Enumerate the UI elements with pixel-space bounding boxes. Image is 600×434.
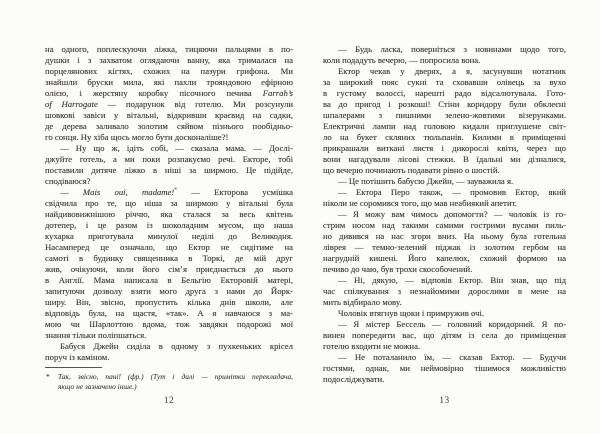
text-line: of Harrogate — подарунок від готелю. Ми розсунули (45, 99, 293, 109)
text-line: мою чи Шарлоттою вдома, тож завдяки подорожі мої (45, 319, 293, 329)
text-line: ширу. Він, звісно, пропустить кілька днів школи, але (45, 297, 293, 307)
text-line: ло на букет скляних тюльпанів. Килими в приміщенні (323, 132, 566, 142)
text-line: свідчила про те, що ніша за ширмою у вітальні була (45, 198, 293, 208)
text-line: вони нагадували лісові стежки. В їдальні ми дізналися, (323, 154, 566, 164)
text-line: — Не поталанило їм, — сказав Ектор. — Будучи (338, 352, 566, 362)
text-line: поставили дитяче ліжко в ніші за ширмою. Це підійде, (45, 165, 293, 175)
text-line: но дивився на нас згори вниз. На ньому була готельна (323, 231, 566, 241)
text-line: на одного, поплескуючи ліжка, тицяючи пальцями в по- (45, 44, 293, 54)
footnote (45, 367, 293, 392)
text-line: подосліджувати. (323, 374, 385, 384)
text-line: — Я можу вам чимось допомогти? — чоловік із го- (338, 209, 566, 219)
text-line: знайшли бруски мила, які пахли трояндовою ефірною (45, 77, 293, 87)
text-line: за широкий пояс сукні та сховавши олівець за вухо (323, 77, 566, 87)
footnote-rule (45, 367, 102, 368)
text-line: Насамперед це означало, що Ектор не сидітиме на (45, 242, 293, 252)
text-line: відповідь була, на щастя, «так». А я навчаюся з ма- (45, 308, 293, 318)
text-line: — Це потішить бабусю Джейн, — зауважила я. (338, 176, 514, 186)
text-line: ніколи не соромився того, що мав неабиякий апетит. (323, 198, 517, 208)
page-right (300, 0, 600, 434)
text-line: Бабуся Джейн сиділа в одному з пухкеньких крісел (60, 341, 293, 351)
page-number-right: 13 (439, 396, 450, 406)
text-line: — Я містер Бессель — головний коридорний. Я по- (338, 319, 566, 329)
text-line: запитуючи дозволу взяти мого друга з нами до Йорк- (45, 286, 293, 296)
text-line: винен попередити вас, що дітям із села до приміщення (323, 330, 566, 340)
text-line: коли подадуть вечерю, — попросила вона. (323, 55, 481, 65)
text-line: печиво до чаю, був трохи скособочений. (323, 264, 473, 274)
text-line: час спілкування з незнайомими дорослими в мене на (323, 286, 566, 296)
text-line: шовкові завіси у вітальні, відкривши краєвид на садки, (45, 110, 293, 120)
text-line: Чоловік втягнув щоки і примружив очі. (338, 308, 485, 318)
text-line: ліврея — темно-зелений піджак із золотим гербом на (323, 242, 566, 252)
text-line: — Будь ласка, поверніться з новинами щодо того, (338, 44, 566, 54)
text-line: порцелянових кігтях, схожих на пазури грифона. Ми (45, 66, 293, 76)
text-line: олією, і жерстяну коробку пісочного печива Farrah’s (45, 88, 293, 98)
footnote-line: * Так, звісно, пані! (фр.) (Тут і далі — примітки перекладача, (46, 372, 293, 381)
text-line: готелю входити не можна. (323, 341, 421, 351)
text-line: кухарка приготувала минулої неділі до Великодня. (45, 231, 293, 241)
text-line: сподіваюся? (45, 176, 91, 186)
page-number-left: 12 (163, 396, 175, 406)
text-line: стрим носом над такими самими гострими вусами пиль- (323, 220, 566, 230)
text-line: мить відбирало мову. (323, 297, 402, 307)
text-line: — Ні, дякую, — відповів Ектор. Він знав, що під (338, 275, 566, 285)
text-line: де дерева заливало золотим сяйвом пізнього пообідньо- (45, 121, 293, 131)
footnote-line: якщо не зазначено інше.) (58, 382, 137, 391)
text-line: самоті в будинку священника в Торкі, де мій друг (45, 253, 293, 263)
text-line: в густому волоссі, нарешті радо відсалютувала. Гото- (323, 88, 566, 98)
text-line: го сонця. Ну хіба щось могло бути досконаліше?! (45, 132, 229, 142)
text-line: нагрудній кишені. Його капелюх, схожий формою на (323, 253, 566, 263)
text-line: — Ну що ж, ідіть собі, — сказала мама. — Дослі- (60, 143, 293, 153)
text-line: дотепер, і це разом із шоколадним мусом, що наша (45, 220, 293, 230)
text-line: душки і з захватом оглядаючи ванну, яка трималася на (45, 55, 293, 65)
text-line: джуйте готель, а ми поки розпакуємо речі. Екторе, тобі (45, 154, 293, 164)
footnote-marker: * (46, 372, 50, 381)
text-line: найдивовижнішою річчю, яка сталася за весь квітень (45, 209, 293, 219)
text-line: що вечерю починають подавати рівно о шостій. (323, 165, 500, 175)
text-line: Електричні лампи над головою кидали приглушене світ- (323, 121, 566, 131)
text-line: поруч із каміном. (45, 352, 110, 362)
text-line: — Ектора Перо також, — промовив Ектор, який (338, 187, 566, 197)
text-line: жив, очікуючи, коли його сім’я приєднається до нього (45, 264, 293, 274)
text-line: Ектор чекав у дверях, а я, засунувши нотатник (338, 66, 566, 76)
text-line: шпалерами з пишними зелено-жовтими візерунками. (323, 110, 566, 120)
text-line: — Mais oui, madame!* — Екторова усмішка (60, 187, 293, 197)
text-line: знання тільки поліпшаться. (45, 330, 147, 340)
page-left-text (45, 44, 293, 363)
text-line: в Англії. Мама написала в Бельгію Екторовій матері, (45, 275, 293, 285)
text-line: прикрашали виткані листя і дикорослі квіти, через що (323, 143, 566, 153)
text-line: гостями, однак, ми неймовірно тішимося можливістю (323, 363, 566, 373)
text-line: ва до пригод і розкоші! Стіни коридору були обклеєні (323, 99, 566, 109)
page-right-text (323, 44, 566, 385)
